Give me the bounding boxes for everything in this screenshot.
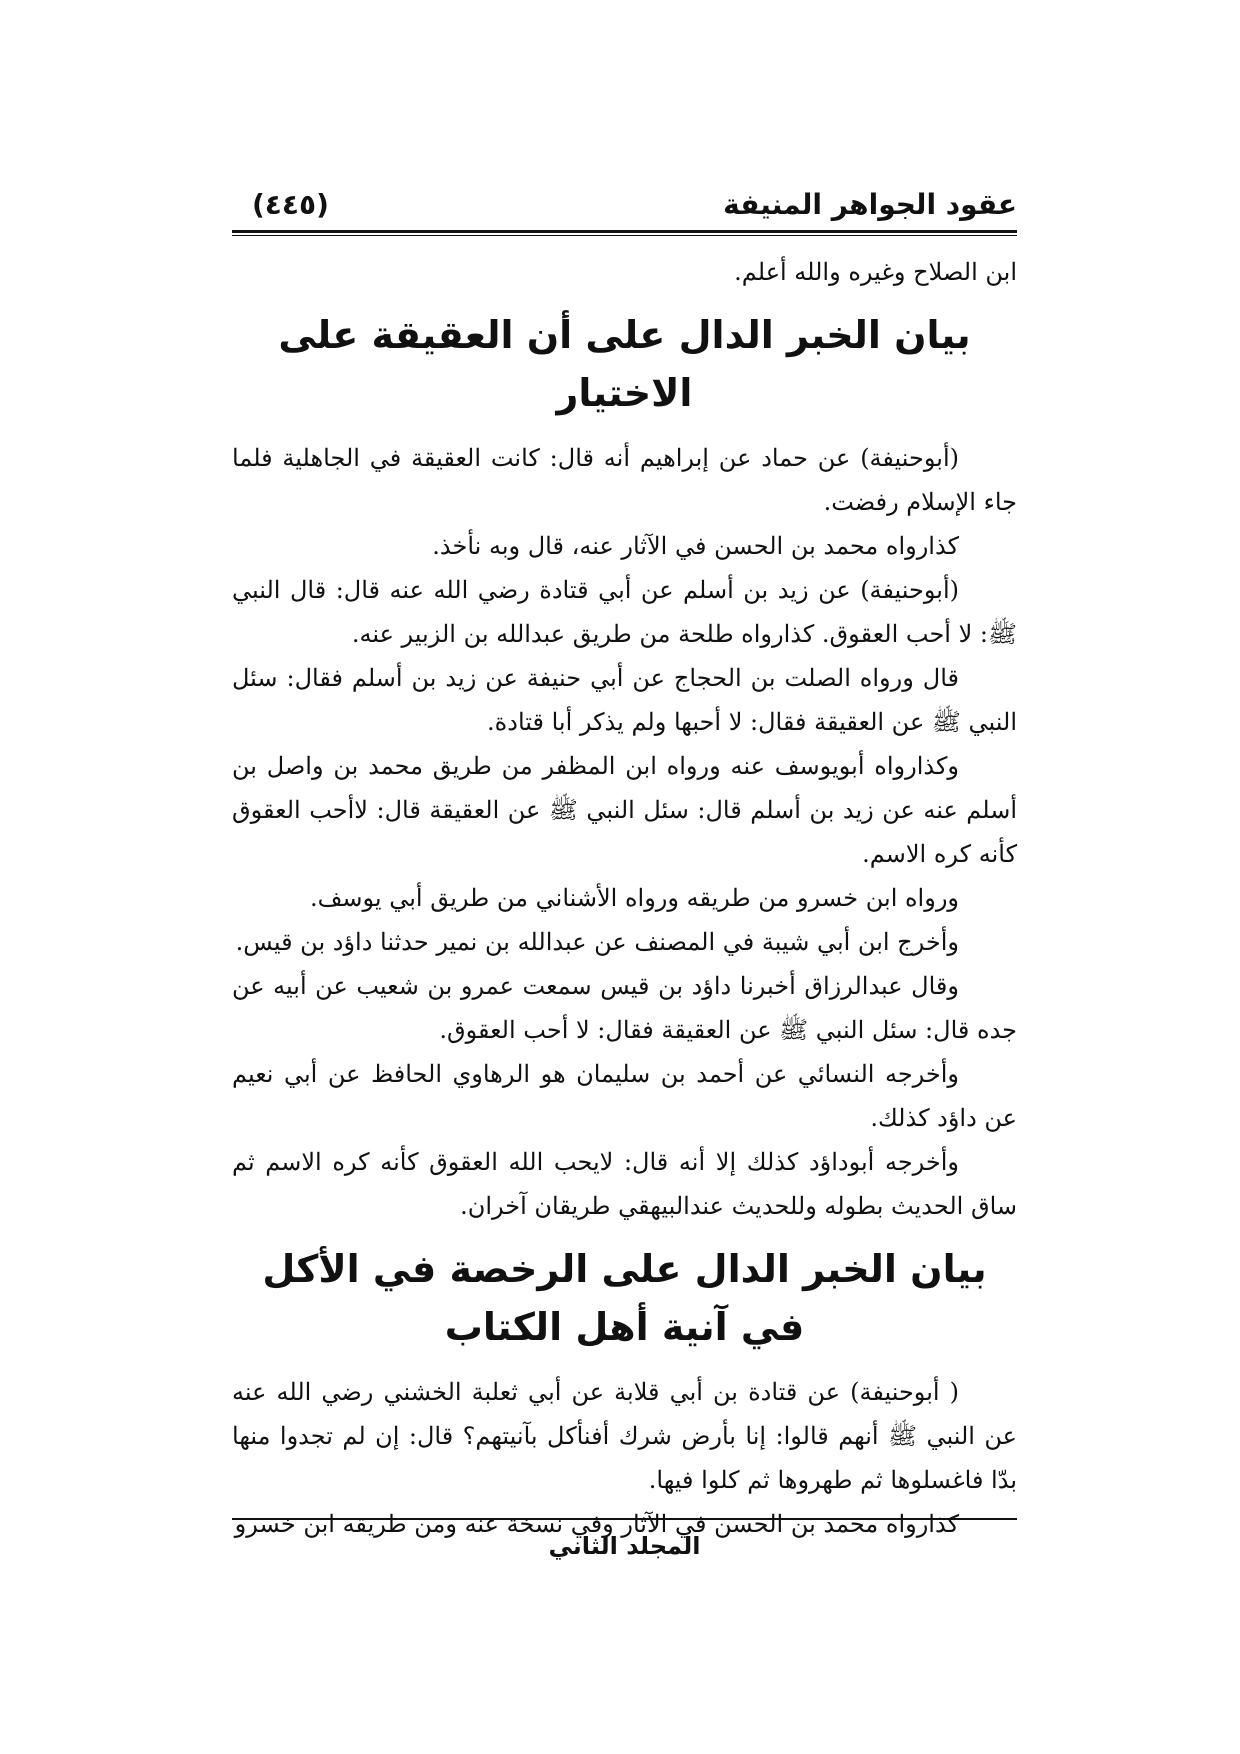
footer-rule: [232, 1518, 1017, 1520]
paragraph: كذارواه محمد بن الحسن في الآثار عنه، قال وبه نأخذ.: [432, 532, 959, 560]
paragraph: وأخرج ابن أبي شيبة في المصنف عن عبدالله بن نمير حدثنا داؤد بن قيس.: [235, 928, 959, 956]
paragraph: ( أبوحنيفة) عن قتادة بن أبي قلابة عن أبي ثعلبة الخشني رضي الله عنه عن النبي ﷺ أنهم قالوا: إنا بأرض شرك أفنأكل بآنيتهم؟ قال: إن لم تجدوا منها بدّا فاغسلوها ثم طهروها ثم كلوا فيها.: [232, 1378, 1017, 1494]
paragraph: (أبوحنيفة) عن زيد بن أسلم عن أبي قتادة رضي الله عنه قال: قال النبي ﷺ: لا أحب العقوق. كذارواه طلحة من طريق عبدالله بن الزبير عنه.: [232, 576, 1017, 648]
page-body: [232, 250, 1017, 1546]
paragraph: كذارواه محمد بن الحسن في الآثار وفي نسخة عنه ومن طريقه ابن خسرو: [234, 1510, 959, 1538]
paragraph: ورواه ابن خسرو من طريقه ورواه الأشناني من طريق أبي يوسف.: [309, 884, 959, 912]
paragraph: وأخرجه النسائي عن أحمد بن سليمان هو الرهاوي الحافظ عن أبي نعيم عن داؤد كذلك.: [232, 1060, 1017, 1132]
page-header: [232, 188, 1017, 228]
page-number: (٤٤٥): [252, 188, 329, 221]
continuation-paragraph: ابن الصلاح وغيره والله أعلم.: [734, 258, 1017, 286]
paragraph: قال ورواه الصلت بن الحجاج عن أبي حنيفة عن زيد بن أسلم فقال: سئل النبي ﷺ عن العقيقة فقال: لا أحبها ولم يذكر أبا قتادة.: [232, 664, 1017, 736]
paragraph: وقال عبدالرزاق أخبرنا داؤد بن قيس سمعت عمرو بن شعيب عن أبيه عن جده قال: سئل النبي ﷺ عن العقيقة فقال: لا أحب العقوق.: [232, 972, 1017, 1044]
paragraph: (أبوحنيفة) عن حماد عن إبراهيم أنه قال: كانت العقيقة في الجاهلية فلما جاء الإسلام رفضت.: [232, 444, 1017, 516]
paragraph: وأخرجه أبوداؤد كذلك إلا أنه قال: لايحب الله العقوق كأنه كره الاسم ثم ساق الحديث بطوله وللحديث عندالبيهقي طريقان آخران.: [232, 1148, 1017, 1220]
section-heading: بيان الخبر الدال على الرخصة في الأكل في آنية أهل الكتاب: [262, 1247, 987, 1349]
volume-label: المجلد الثاني: [548, 1532, 701, 1560]
paragraph: وكذارواه أبويوسف عنه ورواه ابن المظفر من طريق محمد بن واصل بن أسلم عنه عن زيد بن أسلم قال: سئل النبي ﷺ عن العقيقة قال: لاأحب العقوق كأنه كره الاسم.: [232, 752, 1017, 868]
header-double-rule: [232, 230, 1017, 236]
section-heading: بيان الخبر الدال على أن العقيقة على الاختيار: [278, 313, 971, 415]
running-book-title: عقود الجواهر المنيفة: [723, 188, 1017, 221]
